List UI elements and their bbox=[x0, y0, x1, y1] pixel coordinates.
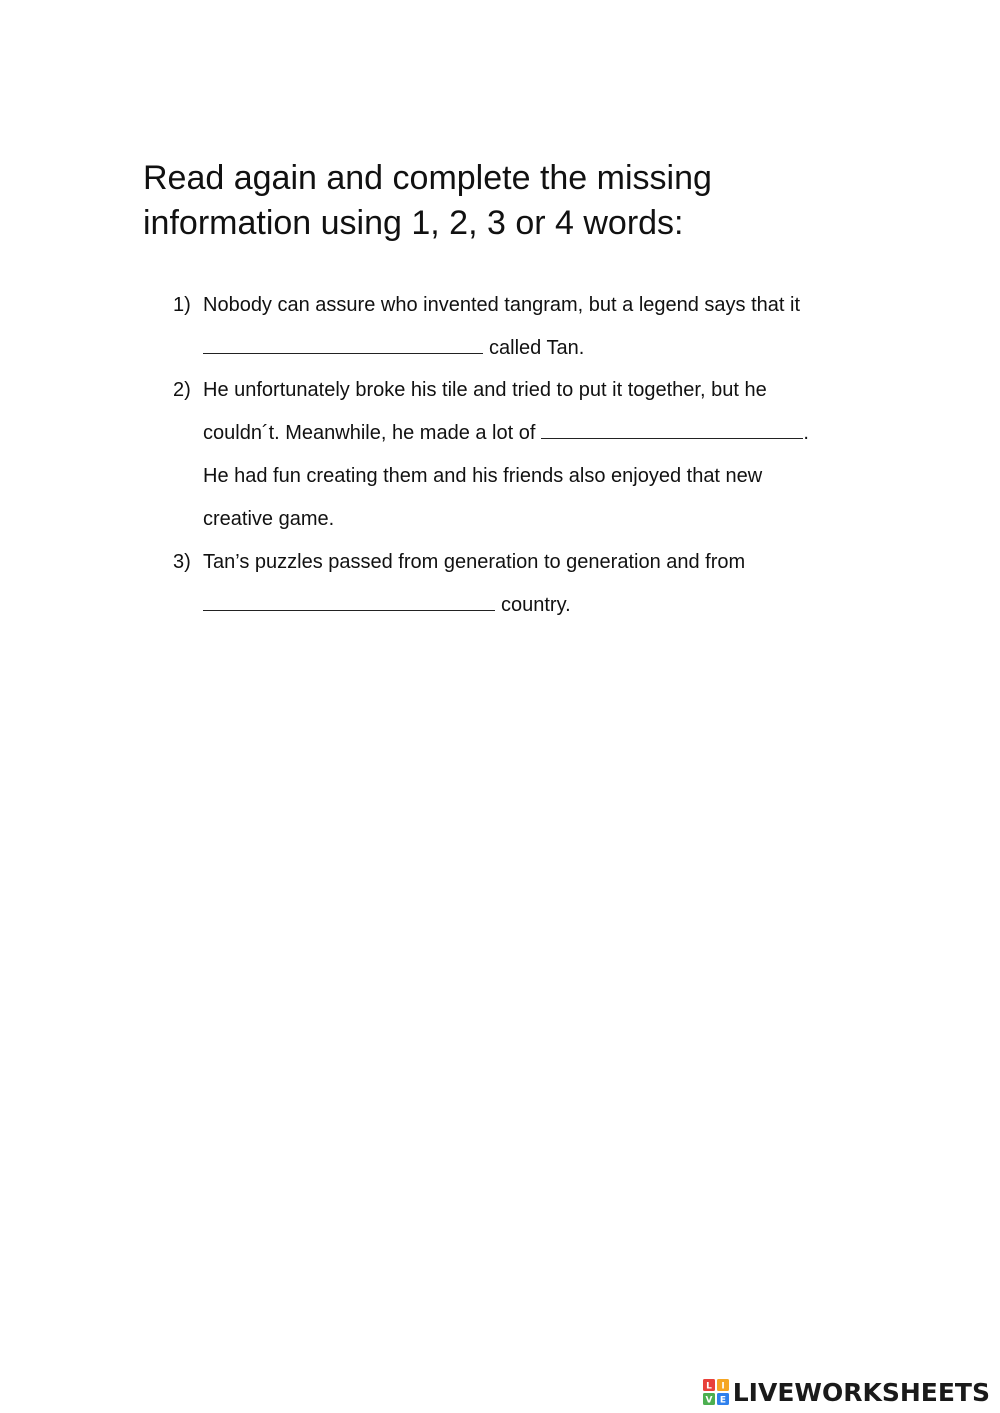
question-number: 2) bbox=[173, 379, 191, 401]
question-body bbox=[203, 369, 809, 541]
question-line-blank bbox=[203, 327, 800, 370]
liveworksheets-logo-icon bbox=[703, 1379, 729, 1405]
answer-blank-1[interactable] bbox=[203, 327, 483, 354]
question-text: country. bbox=[501, 594, 571, 616]
question-text: called Tan. bbox=[489, 337, 585, 359]
question-text: couldn´t. Meanwhile, he made a lot of bbox=[203, 422, 536, 444]
svg-text:I: I bbox=[721, 1381, 725, 1392]
question-number: 1) bbox=[173, 294, 191, 316]
question-text: He had fun creating them and his friends also enjoyed that new bbox=[203, 465, 763, 487]
svg-text:E: E bbox=[719, 1395, 726, 1405]
liveworksheets-logo bbox=[703, 1376, 990, 1408]
question-text: He unfortunately broke his tile and tried to put it together, but he bbox=[203, 379, 767, 401]
answer-blank-2[interactable] bbox=[541, 412, 803, 439]
title-line-1: Read again and complete the missing bbox=[143, 159, 712, 197]
question-line-blank bbox=[203, 412, 809, 455]
question-text: . bbox=[803, 422, 809, 444]
question-text: creative game. bbox=[203, 508, 335, 530]
logo-text: LIVEWORKSHEETS bbox=[732, 1377, 990, 1407]
instructions-title bbox=[143, 156, 783, 246]
question-line-blank bbox=[203, 584, 745, 627]
svg-text:V: V bbox=[705, 1395, 713, 1405]
question-text: Nobody can assure who invented tangram, but a legend says that it bbox=[203, 294, 801, 316]
svg-text:L: L bbox=[705, 1381, 712, 1392]
answer-blank-3[interactable] bbox=[203, 584, 495, 611]
question-body bbox=[203, 284, 800, 370]
question-number: 3) bbox=[173, 551, 191, 573]
question-body bbox=[203, 541, 745, 627]
title-line-2: information using 1, 2, 3 or 4 words: bbox=[143, 204, 684, 242]
question-text: Tan’s puzzles passed from generation to generation and from bbox=[203, 551, 746, 573]
